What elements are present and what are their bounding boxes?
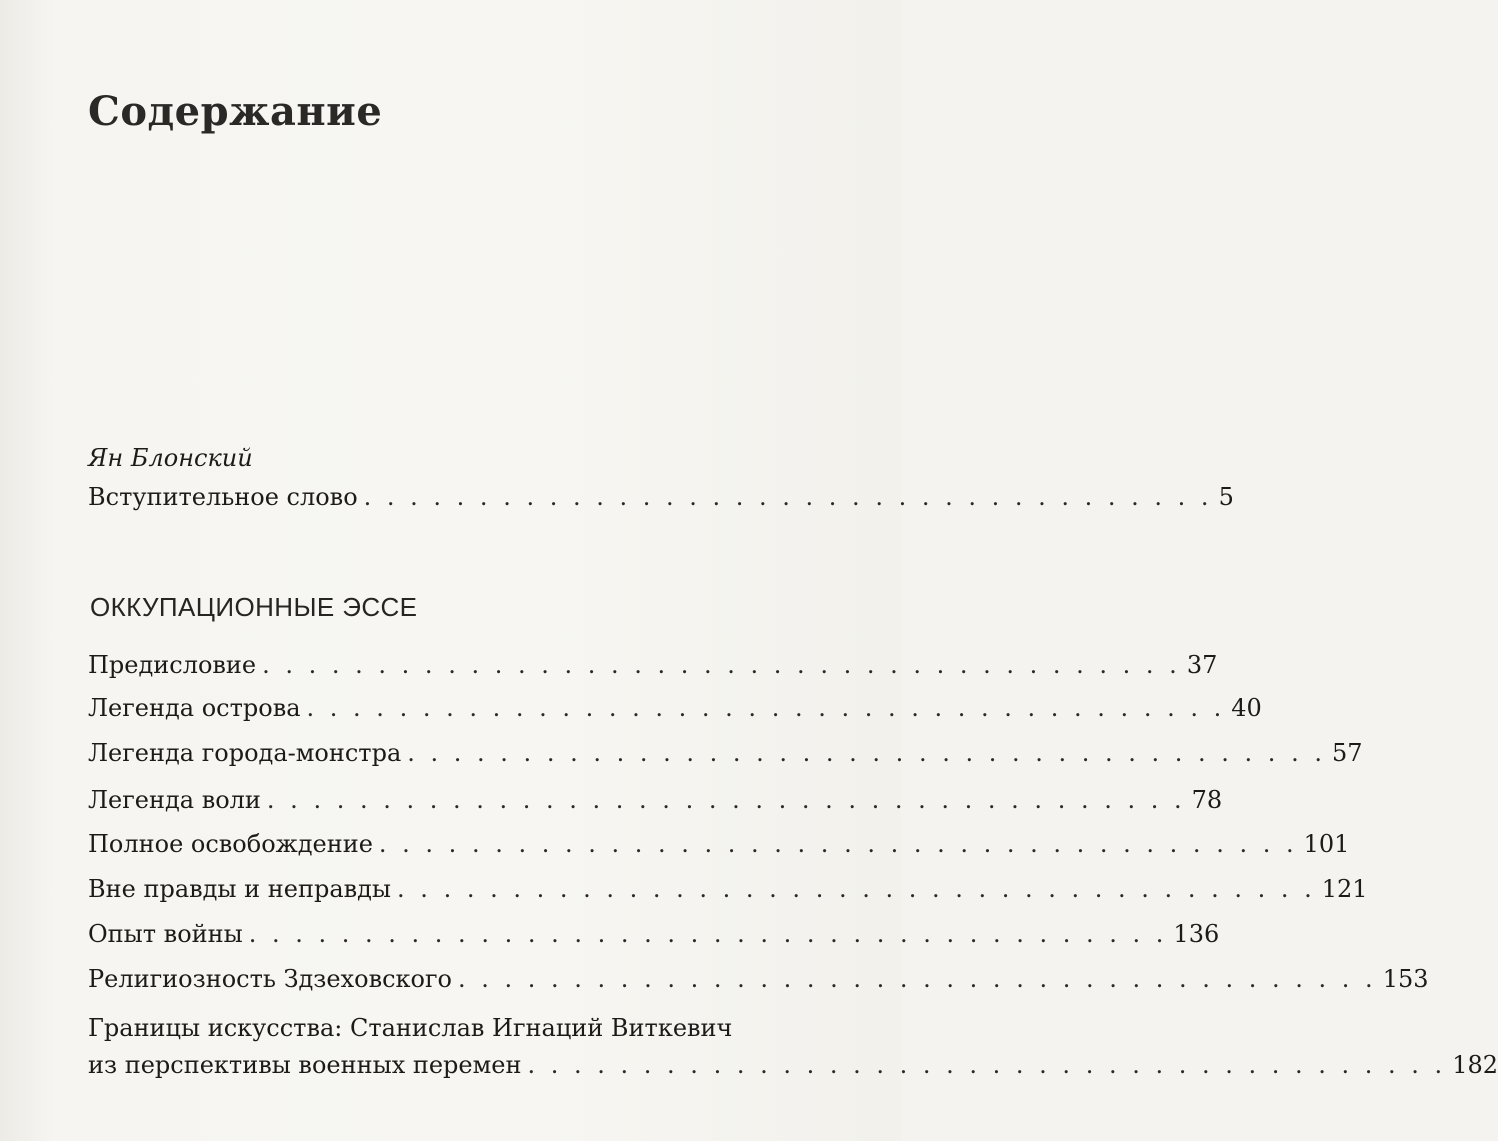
toc-entry-page: 78 bbox=[1191, 786, 1223, 814]
toc-entry bbox=[88, 917, 1220, 951]
dot-leader: . . . . . . . . . . . . . . . . . . . . . . . . . . . . . . . . . . . . . . . . bbox=[407, 739, 1326, 767]
toc-entry-page: 40 bbox=[1231, 694, 1262, 722]
toc-entry-page: 5 bbox=[1218, 483, 1234, 511]
toc-entry-page: 121 bbox=[1321, 875, 1368, 903]
toc-entry-title: Полное освобождение bbox=[88, 830, 373, 858]
dot-leader: . . . . . . . . . . . . . . . . . . . . . . . . . . . . . . . . . . . . . . . . bbox=[458, 965, 1377, 993]
toc-entry bbox=[88, 648, 1218, 682]
toc-entry-title: Легенда города-монстра bbox=[88, 739, 402, 767]
toc-entry-page: 136 bbox=[1173, 920, 1220, 948]
dot-leader: . . . . . . . . . . . . . . . . . . . . . . . . . . . . . . . . . . . . . . . . bbox=[306, 694, 1226, 722]
toc-entry bbox=[88, 783, 1223, 817]
dot-leader: . . . . . . . . . . . . . . . . . . . . . . . . . . . . . . . . . . . . . . . . bbox=[527, 1051, 1447, 1079]
toc-entry-title-line1: Границы искусства: Станислав Игнаций Виткевич bbox=[88, 1014, 733, 1042]
toc-entry-title: Опыт войны bbox=[88, 920, 243, 948]
dot-leader: . . . . . . . . . . . . . . . . . . . . . . . . . . . . . . . . . . . . . . . . bbox=[248, 920, 1168, 948]
toc-entry-intro bbox=[88, 480, 1234, 514]
toc-entry-page: 101 bbox=[1303, 830, 1350, 858]
toc-entry-page: 153 bbox=[1382, 965, 1429, 993]
toc-entry-page: 57 bbox=[1331, 739, 1363, 767]
toc-entry-page: 182 bbox=[1452, 1051, 1498, 1079]
toc-entry-title: Легенда острова bbox=[88, 694, 301, 722]
dot-leader: . . . . . . . . . . . . . . . . . . . . . . . . . . . . . . . . . . . . . . . . bbox=[262, 651, 1181, 679]
toc-entry bbox=[88, 872, 1368, 906]
toc-entry bbox=[88, 691, 1262, 725]
toc-entry-page: 37 bbox=[1186, 651, 1218, 679]
toc-entry-title: Предисловие bbox=[88, 651, 257, 679]
dot-leader: . . . . . . . . . . . . . . . . . . . . . . . . . . . . . . . . . . . . . bbox=[363, 483, 1213, 511]
toc-entry-title: Вне правды и неправды bbox=[88, 875, 392, 903]
toc-entry-title: Легенда воли bbox=[88, 786, 261, 814]
page-title: Содержание bbox=[88, 88, 383, 135]
toc-entry-title: Религиозность Здзеховского bbox=[88, 965, 452, 993]
dot-leader: . . . . . . . . . . . . . . . . . . . . . . . . . . . . . . . . . . . . . . . . bbox=[266, 786, 1186, 814]
toc-entry bbox=[88, 736, 1363, 770]
toc-entry bbox=[88, 827, 1350, 861]
toc-entry-title: Вступительное слово bbox=[88, 483, 358, 511]
section-title: ОККУПАЦИОННЫЕ ЭССЕ bbox=[90, 592, 418, 622]
dot-leader: . . . . . . . . . . . . . . . . . . . . . . . . . . . . . . . . . . . . . . . . bbox=[397, 875, 1316, 903]
dot-leader: . . . . . . . . . . . . . . . . . . . . . . . . . . . . . . . . . . . . . . . . bbox=[378, 830, 1298, 858]
toc-entry bbox=[88, 962, 1429, 996]
toc-entry bbox=[88, 1048, 1498, 1082]
toc-entry-title-line2: из перспективы военных перемен bbox=[88, 1051, 522, 1079]
author-name: Ян Блонский bbox=[88, 444, 253, 472]
